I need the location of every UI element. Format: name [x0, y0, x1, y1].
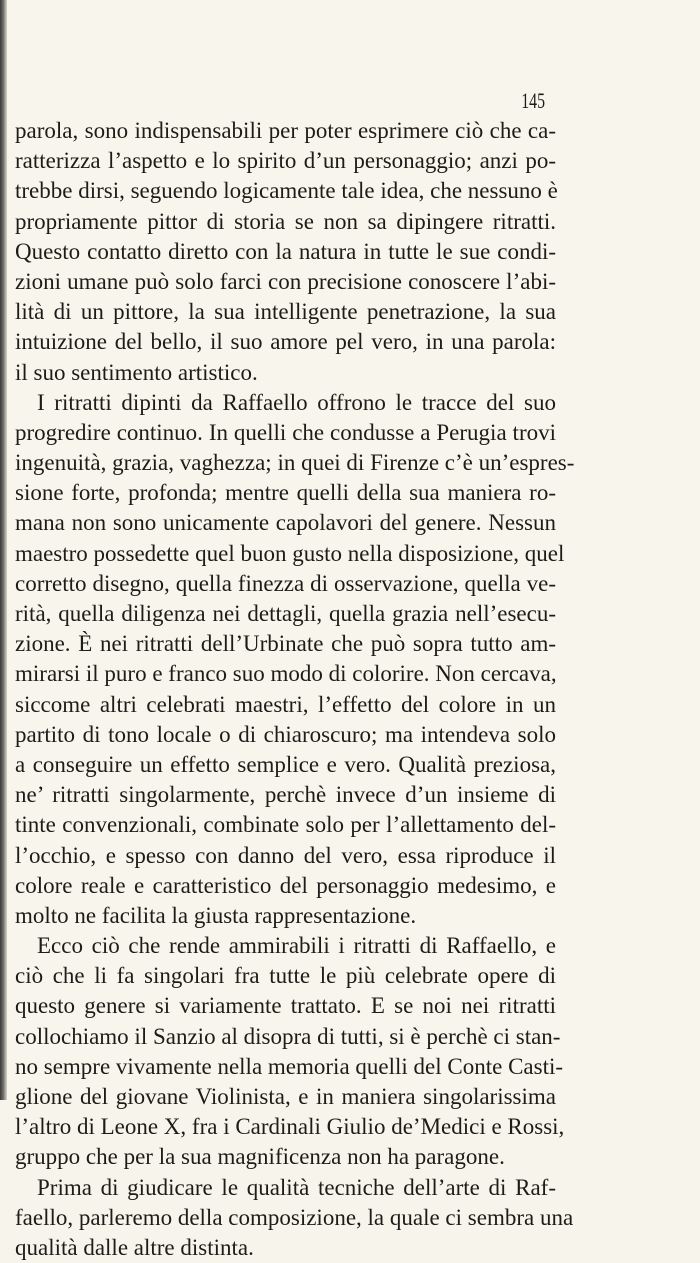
text-line: a conseguire un effetto semplice e vero. Qualità preziosa,	[15, 751, 556, 777]
text-line: rità, quella diligenza nei dettagli, quella grazia nell’esecu-	[15, 601, 556, 626]
text-line: maestro possedette quel buon gusto nella disposizione, quel	[15, 540, 565, 566]
text-line: Prima di giudicare le qualità tecniche dell’arte di Raf-	[37, 1174, 556, 1200]
text-line: l’occhio, e spesso con danno del vero, essa riproduce il	[15, 842, 556, 868]
page-binding-edge	[0, 0, 7, 1100]
body-text	[15, 116, 575, 1263]
text-line: lità di un pittore, la sua intelligente penetrazione, la sua	[15, 299, 556, 325]
text-line: tinte convenzionali, combinate solo per l’allettamento del-	[15, 812, 556, 838]
text-line: trebbe dirsi, seguendo logicamente tale idea, che nessuno è	[15, 178, 558, 204]
text-line: ingenuità, grazia, vaghezza; in quei di Firenze c’è un’espres-	[15, 450, 575, 476]
text-line: mirarsi il puro e franco suo modo di colorire. Non cercava,	[15, 661, 557, 687]
text-line: ratterizza l’aspetto e lo spirito d’un personaggio; anzi po-	[15, 148, 556, 174]
text-line: l’altro di Leone X, fra i Cardinali Giulio de’Medici e Rossi,	[15, 1114, 565, 1140]
text-line: corretto disegno, quella finezza di osservazione, quella ve-	[15, 570, 556, 596]
text-line: zioni umane può solo farci con precisione conoscere l’abi-	[15, 268, 556, 294]
text-line: progredire continuo. In quelli che condusse a Perugia trovi	[15, 419, 556, 445]
text-line: collochiamo il Sanzio al disopra di tutti, si è perchè ci stan-	[15, 1023, 561, 1049]
text-line: propriamente pittor di storia se non sa dipingere ritratti.	[15, 208, 556, 234]
text-line: no sempre vivamente nella memoria quelli del Conte Casti-	[15, 1053, 564, 1079]
text-line: zione. È nei ritratti dell’Urbinate che può sopra tutto am-	[15, 631, 556, 657]
text-line: ne’ ritratti singolarmente, perchè invece d’un insieme di	[15, 782, 556, 808]
text-line: il suo sentimento artistico.	[15, 359, 258, 385]
text-line: ciò che li fa singolari fra tutte le più celebrate opere di	[15, 963, 556, 989]
text-line: Questo contatto diretto con la natura in tutte le sue condi-	[15, 238, 556, 264]
text-line: faello, parleremo della composizione, la quale ci sembra una	[15, 1204, 574, 1230]
text-line: mana non sono unicamente capolavori del genere. Nessun	[15, 510, 556, 536]
text-line: I ritratti dipinti da Raffaello offrono le tracce del suo	[37, 389, 556, 415]
text-line: glione del giovane Violinista, e in maniera singolarissima	[15, 1084, 556, 1109]
text-line: molto ne facilita la giusta rappresentazione.	[15, 902, 417, 928]
text-line: sione forte, profonda; mentre quelli della sua maniera ro-	[15, 480, 556, 506]
page-number: 145	[521, 88, 545, 113]
text-line: gruppo che per la sua magnificenza non ha paragone.	[15, 1144, 505, 1170]
text-line: qualità dalle altre distinta.	[15, 1234, 254, 1260]
text-line: colore reale e caratteristico del personaggio medesimo, e	[15, 872, 556, 898]
text-line: intuizione del bello, il suo amore pel vero, in una parola:	[15, 329, 556, 355]
text-line: siccome altri celebrati maestri, l’effetto del colore in un	[15, 691, 556, 717]
text-line: partito di tono locale o di chiaroscuro; ma intendeva solo	[15, 721, 556, 747]
text-line: questo genere si variamente trattato. E se noi nei ritratti	[15, 993, 556, 1019]
text-line: parola, sono indispensabili per poter esprimere ciò che ca-	[15, 118, 556, 143]
text-line: Ecco ciò che rende ammirabili i ritratti di Raffaello, e	[37, 933, 556, 959]
